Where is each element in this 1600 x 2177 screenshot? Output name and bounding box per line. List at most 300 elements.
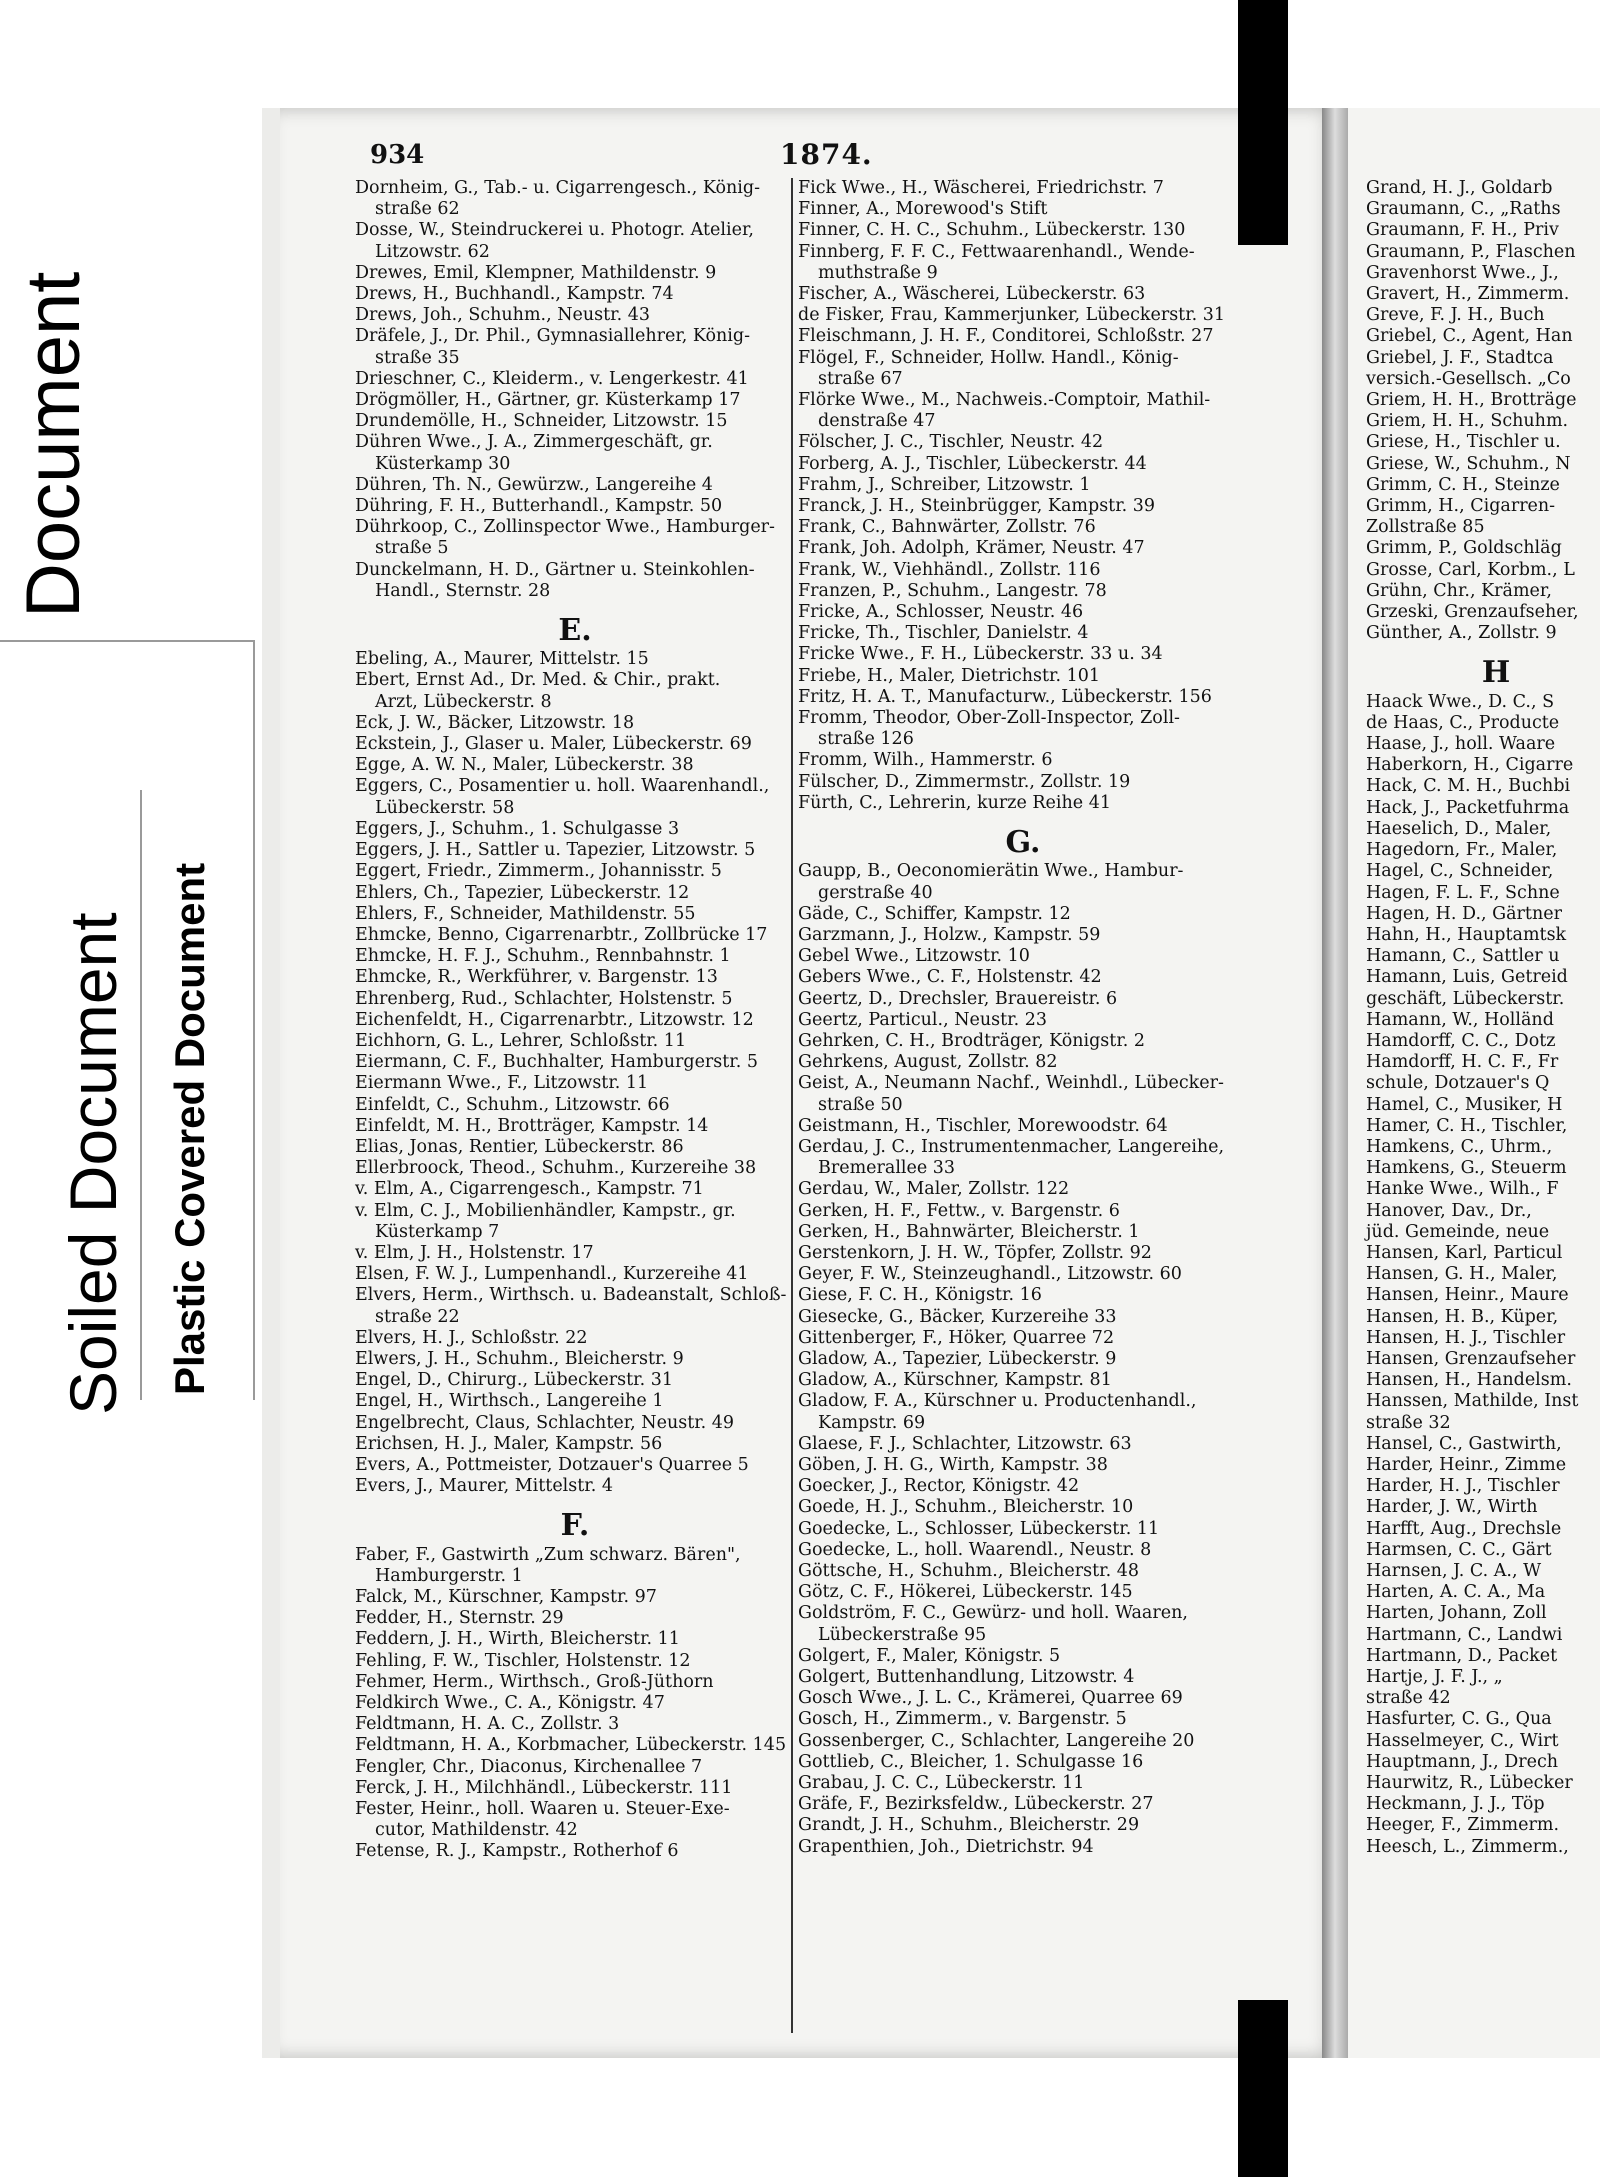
entry-text: Griese, H., Tischler u. xyxy=(1366,432,1561,453)
directory-entry xyxy=(798,390,1248,432)
entry-text: Göben, J. H. G., Wirth, Kampstr. 38 xyxy=(798,1454,1108,1475)
entry-text: Hansen, Heinr., Maure xyxy=(1366,1285,1569,1306)
directory-entry xyxy=(355,220,795,262)
directory-entry xyxy=(798,1497,1248,1518)
directory-entry xyxy=(355,263,795,284)
entry-text: Gosch Wwe., J. L. C., Krämerei, Quarree 69 xyxy=(798,1688,1183,1709)
entry-text: Evers, A., Pottmeister, Dotzauer's Quarree 5 xyxy=(355,1454,749,1475)
directory-entry xyxy=(1366,925,1600,946)
entry-text: Gottlieb, C., Bleicher, 1. Schulgasse 16 xyxy=(798,1751,1144,1772)
directory-entry xyxy=(355,1629,795,1650)
directory-entry xyxy=(355,1370,795,1391)
entry-text: Gräfe, F., Bezirksfeldw., Lübeckerstr. 27 xyxy=(798,1794,1154,1815)
directory-entry xyxy=(1366,1837,1600,1858)
directory-entry xyxy=(798,708,1248,750)
directory-entry xyxy=(1366,1709,1600,1730)
directory-entry xyxy=(1366,1476,1600,1497)
entry-text: Grimm, P., Goldschläg xyxy=(1366,538,1562,559)
directory-entry xyxy=(1366,263,1600,284)
directory-entry xyxy=(355,432,795,474)
directory-entry xyxy=(1366,496,1600,517)
entry-text: Eggers, C., Posamentier u. holl. Waarenhandl., xyxy=(355,776,770,797)
directory-entry xyxy=(1366,840,1600,861)
entry-text: Hamann, Luis, Getreid xyxy=(1366,967,1568,988)
directory-entry xyxy=(1366,1116,1600,1137)
entry-text: Drewes, Emil, Klempner, Mathildenstr. 9 xyxy=(355,262,717,283)
directory-entry xyxy=(355,1095,795,1116)
directory-entry xyxy=(1366,517,1600,538)
entry-text: Hagel, C., Schneider, xyxy=(1366,861,1554,882)
entry-text: Goecker, J., Rector, Königstr. 42 xyxy=(798,1476,1080,1497)
directory-entry xyxy=(1366,1794,1600,1815)
entry-text: Fedder, H., Sternstr. 29 xyxy=(355,1608,564,1629)
directory-entry xyxy=(798,602,1248,623)
entry-text: Fricke, A., Schlosser, Neustr. 46 xyxy=(798,602,1084,623)
directory-entry xyxy=(355,560,795,602)
entry-text: Fischer, A., Wäscherei, Lübeckerstr. 63 xyxy=(798,284,1146,305)
entry-text: Hamann, C., Sattler u xyxy=(1366,946,1560,967)
directory-entry xyxy=(355,305,795,326)
entry-text: Evers, J., Maurer, Mittelstr. 4 xyxy=(355,1476,613,1497)
page-year: 1874. xyxy=(780,138,873,171)
directory-entry xyxy=(798,967,1248,988)
entry-text: v. Elm, A., Cigarrengesch., Kampstr. 71 xyxy=(355,1179,704,1200)
entry-text: Flögel, F., Schneider, Hollw. Handl., König- xyxy=(798,347,1179,368)
entry-continuation: Bremerallee 33 xyxy=(818,1158,956,1179)
directory-entry xyxy=(1366,1222,1600,1243)
entry-text: Erichsen, H. J., Maler, Kampstr. 56 xyxy=(355,1433,663,1454)
directory-entry xyxy=(355,496,795,517)
entry-text: Heckmann, J. J., Töp xyxy=(1366,1794,1545,1815)
entry-text: Dühren, Th. N., Gewürzw., Langereihe 4 xyxy=(355,474,713,495)
entry-text: Goldström, F. C., Gewürz- und holl. Waaren, xyxy=(798,1603,1188,1624)
directory-entry xyxy=(1366,1243,1600,1264)
entry-continuation: straße 5 xyxy=(375,538,449,559)
entry-text: Haberkorn, H., Cigarre xyxy=(1366,755,1574,776)
entry-text: Egge, A. W. N., Maler, Lübeckerstr. 38 xyxy=(355,755,694,776)
entry-text: Fleischmann, J. H. F., Conditorei, Schloßstr. 27 xyxy=(798,326,1214,347)
entry-text: Geertz, D., Drechsler, Brauereistr. 6 xyxy=(798,988,1118,1009)
entry-continuation: muthstraße 9 xyxy=(818,262,938,283)
entry-text: Gerdau, W., Maler, Zollstr. 122 xyxy=(798,1179,1070,1200)
directory-entry xyxy=(1366,1285,1600,1306)
directory-entry xyxy=(798,220,1248,241)
entry-text: Einfeldt, M. H., Brotträger, Kampstr. 14 xyxy=(355,1115,709,1136)
entry-text: Ferck, J. H., Milchhändl., Lübeckerstr. 111 xyxy=(355,1777,733,1798)
directory-entry xyxy=(355,734,795,755)
directory-entry xyxy=(355,1243,795,1264)
entry-text: Fricke, Th., Tischler, Danielstr. 4 xyxy=(798,623,1089,644)
entry-text: Frank, Joh. Adolph, Krämer, Neustr. 47 xyxy=(798,538,1145,559)
directory-entry xyxy=(798,1455,1248,1476)
entry-text: Fölscher, J. C., Tischler, Neustr. 42 xyxy=(798,432,1104,453)
directory-entry xyxy=(798,1285,1248,1306)
directory-entry xyxy=(1366,454,1600,475)
entry-text: straße 42 xyxy=(1366,1688,1451,1709)
entry-text: Harder, H. J., Tischler xyxy=(1366,1476,1560,1497)
document-label: Document xyxy=(11,271,96,618)
entry-text: Geistmann, H., Tischler, Morewoodstr. 64 xyxy=(798,1115,1168,1136)
directory-entry xyxy=(798,1582,1248,1603)
directory-entry xyxy=(1366,1158,1600,1179)
entry-text: Fürth, C., Lehrerin, kurze Reihe 41 xyxy=(798,792,1111,813)
directory-entry xyxy=(1366,1625,1600,1646)
entry-text: Hamdorff, C. C., Dotz xyxy=(1366,1030,1556,1051)
entry-text: Ellerbroock, Theod., Schuhm., Kurzereihe 38 xyxy=(355,1158,757,1179)
entry-text: Ehlers, Ch., Tapezier, Lübeckerstr. 12 xyxy=(355,882,690,903)
directory-entry xyxy=(355,840,795,861)
entry-continuation: Lübeckerstraße 95 xyxy=(818,1624,987,1645)
entry-text: Finnberg, F. F. C., Fettwaarenhandl., Wende- xyxy=(798,241,1195,262)
right-page xyxy=(1348,108,1600,2058)
entry-text: Fromm, Theodor, Ober-Zoll-Inspector, Zoll- xyxy=(798,708,1180,729)
directory-entry xyxy=(1366,1264,1600,1285)
entry-text: Gebel Wwe., Litzowstr. 10 xyxy=(798,946,1030,967)
entry-text: Hansen, Grenzaufseher xyxy=(1366,1348,1576,1369)
directory-entry xyxy=(1366,883,1600,904)
directory-entry xyxy=(355,284,795,305)
entry-text: Haeselich, D., Maler, xyxy=(1366,818,1552,839)
directory-entry xyxy=(1366,1031,1600,1052)
section-heading: H xyxy=(1481,655,1511,691)
directory-entry xyxy=(1366,713,1600,734)
entry-text: Hanssen, Mathilde, Inst xyxy=(1366,1391,1579,1412)
directory-entry xyxy=(798,666,1248,687)
entry-text: Gehrken, C. H., Brodträger, Königstr. 2 xyxy=(798,1030,1146,1051)
soiled-document-label: Soiled Document xyxy=(56,912,130,1415)
directory-entry xyxy=(798,1116,1248,1137)
directory-entry xyxy=(355,1201,795,1243)
entry-text: Harnsen, J. C. A., W xyxy=(1366,1561,1542,1581)
directory-entry xyxy=(355,1714,795,1735)
directory-entry xyxy=(798,454,1248,475)
directory-entry xyxy=(798,1031,1248,1052)
directory-entry xyxy=(798,1837,1248,1858)
entry-text: Grapenthien, Joh., Dietrichstr. 94 xyxy=(798,1836,1094,1857)
entry-text: Hasselmeyer, C., Wirt xyxy=(1366,1730,1559,1751)
entry-text: straße 32 xyxy=(1366,1412,1451,1433)
entry-text: Hamkens, G., Steuerm xyxy=(1366,1158,1567,1179)
directory-entry xyxy=(1366,1307,1600,1328)
entry-text: Gerdau, J. C., Instrumentenmacher, Langereihe, xyxy=(798,1136,1225,1157)
entry-text: Eiermann, C. F., Buchhalter, Hamburgerstr. 5 xyxy=(355,1052,759,1073)
directory-entry xyxy=(1366,602,1600,623)
entry-continuation: straße 50 xyxy=(818,1094,903,1115)
directory-entry xyxy=(1366,1773,1600,1794)
directory-entry xyxy=(798,1561,1248,1582)
directory-entry xyxy=(355,475,795,496)
entry-text: Finner, C. H. C., Schuhm., Lübeckerstr. 130 xyxy=(798,220,1186,241)
entry-continuation: Handl., Sternstr. 28 xyxy=(375,580,551,601)
directory-entry xyxy=(355,1073,795,1094)
entry-text: Harder, J. W., Wirth xyxy=(1366,1497,1538,1518)
entry-text: Harfft, Aug., Drechsle xyxy=(1366,1518,1562,1539)
entry-text: Fester, Heinr., holl. Waaren u. Steuer-Exe- xyxy=(355,1799,730,1820)
entry-text: Geyer, F. W., Steinzeughandl., Litzowstr. 60 xyxy=(798,1264,1182,1285)
entry-text: Geist, A., Neumann Nachf., Weinhdl., Lübecker- xyxy=(798,1073,1224,1094)
entry-text: Fülscher, D., Zimmermstr., Zollstr. 19 xyxy=(798,771,1131,792)
directory-entry xyxy=(1366,284,1600,305)
entry-text: Engel, D., Chirurg., Lübeckerstr. 31 xyxy=(355,1370,673,1391)
entry-text: Griem, H. H., Schuhm. xyxy=(1366,411,1569,432)
entry-text: Grzeski, Grenzaufseher, xyxy=(1366,602,1579,623)
entry-text: Feldtmann, H. A., Korbmacher, Lübeckerstr. 145 xyxy=(355,1735,787,1756)
entry-text: Harmsen, C. C., Gärt xyxy=(1366,1539,1552,1560)
entry-text: schule, Dotzauer's Q xyxy=(1366,1073,1550,1094)
directory-entry xyxy=(355,1031,795,1052)
directory-entry xyxy=(1366,1815,1600,1836)
entry-text: Ebert, Ernst Ad., Dr. Med. & Chir., prakt. xyxy=(355,670,721,691)
directory-entry xyxy=(1366,560,1600,581)
entry-text: Greve, F. J. H., Buch xyxy=(1366,305,1545,326)
directory-entry xyxy=(355,883,795,904)
directory-entry xyxy=(355,1651,795,1672)
entry-continuation: Kampstr. 69 xyxy=(818,1412,926,1433)
entry-text: Hansen, H. B., Küper, xyxy=(1366,1306,1559,1327)
entry-text: Fick Wwe., H., Wäscherei, Friedrichstr. 7 xyxy=(798,178,1164,198)
entry-text: Franck, J. H., Steinbrügger, Kampstr. 39 xyxy=(798,496,1156,517)
clip-band-bottom xyxy=(1238,2000,1288,2177)
entry-text: Goede, H. J., Schuhm., Bleicherstr. 10 xyxy=(798,1497,1134,1518)
directory-entry xyxy=(798,1243,1248,1264)
directory-entry xyxy=(355,1608,795,1629)
entry-text: Griem, H. H., Brotträge xyxy=(1366,390,1577,411)
directory-entry xyxy=(798,925,1248,946)
entry-text: Hamann, W., Holländ xyxy=(1366,1009,1554,1030)
entry-text: Einfeldt, C., Schuhm., Litzowstr. 66 xyxy=(355,1094,670,1115)
entry-text: Franzen, P., Schuhm., Langestr. 78 xyxy=(798,580,1107,601)
entry-text: Gaupp, B., Oeconomierätin Wwe., Hambur- xyxy=(798,861,1184,882)
directory-entry xyxy=(1366,1391,1600,1412)
entry-text: Gosch, H., Zimmerm., v. Bargenstr. 5 xyxy=(798,1709,1127,1730)
directory-entry xyxy=(798,1370,1248,1391)
entry-text: v. Elm, C. J., Mobilienhändler, Kampstr., gr. xyxy=(355,1200,736,1221)
left-page xyxy=(280,108,1340,2058)
entry-text: Hansen, Karl, Particul xyxy=(1366,1242,1563,1263)
entry-text: Harder, Heinr., Zimme xyxy=(1366,1454,1567,1475)
page-number: 934 xyxy=(370,140,425,170)
entry-text: Hansel, C., Gastwirth, xyxy=(1366,1433,1562,1454)
directory-entry xyxy=(355,1349,795,1370)
directory-entry xyxy=(1366,1455,1600,1476)
directory-entry xyxy=(1366,1519,1600,1540)
entry-text: Gerstenkorn, J. H. W., Töpfer, Zollstr. 92 xyxy=(798,1242,1152,1263)
directory-entry xyxy=(798,1391,1248,1433)
entry-text: Heeger, F., Zimmerm. xyxy=(1366,1815,1560,1836)
directory-entry xyxy=(355,517,795,559)
entry-text: Grosse, Carl, Korbm., L xyxy=(1366,559,1575,580)
directory-entry xyxy=(1366,1667,1600,1688)
entry-text: Hamdorff, H. C. F., Fr xyxy=(1366,1052,1559,1073)
directory-entry xyxy=(798,644,1248,665)
directory-entry xyxy=(798,1137,1248,1179)
directory-entry xyxy=(1366,390,1600,411)
entry-continuation: straße 35 xyxy=(375,347,460,368)
directory-entry xyxy=(355,776,795,818)
entry-text: Elias, Jonas, Rentier, Lübeckerstr. 86 xyxy=(355,1136,684,1157)
entry-text: Giesecke, G., Bäcker, Kurzereihe 33 xyxy=(798,1306,1117,1327)
directory-entry xyxy=(1366,1582,1600,1603)
directory-entry xyxy=(355,670,795,712)
directory-entry xyxy=(355,1158,795,1179)
entry-text: Hansen, H., Handelsm. xyxy=(1366,1370,1572,1391)
entry-text: Fehling, F. W., Tischler, Holstenstr. 12 xyxy=(355,1650,691,1671)
directory-entry xyxy=(355,1455,795,1476)
directory-entry xyxy=(355,713,795,734)
entry-text: Gladow, A., Tapezier, Lübeckerstr. 9 xyxy=(798,1348,1117,1369)
directory-entry xyxy=(355,1328,795,1349)
entry-text: Eggers, J., Schuhm., 1. Schulgasse 3 xyxy=(355,818,680,839)
entry-text: Ebeling, A., Maurer, Mittelstr. 15 xyxy=(355,649,649,670)
directory-entry xyxy=(1366,755,1600,776)
entry-text: Hartje, J. F. J., „ xyxy=(1366,1667,1503,1688)
entry-text: Giese, F. C. H., Königstr. 16 xyxy=(798,1285,1042,1306)
entry-text: Gerken, H., Bahnwärter, Bleicherstr. 1 xyxy=(798,1221,1140,1242)
entry-text: Fetense, R. J., Kampstr., Rotherhof 6 xyxy=(355,1841,679,1862)
entry-text: Dosse, W., Steindruckerei u. Photogr. Atelier, xyxy=(355,220,754,241)
directory-entry xyxy=(355,819,795,840)
directory-entry xyxy=(355,1052,795,1073)
directory-entry xyxy=(798,1052,1248,1073)
directory-entry xyxy=(1366,1434,1600,1455)
directory-entry xyxy=(1366,199,1600,220)
entry-text: Drögmöller, H., Gärtner, gr. Küsterkamp 17 xyxy=(355,390,741,411)
column-divider xyxy=(791,178,793,2033)
entry-text: Hanover, Dav., Dr., xyxy=(1366,1200,1532,1221)
directory-entry xyxy=(1366,326,1600,347)
directory-entry xyxy=(798,946,1248,967)
entry-text: Gäde, C., Schiffer, Kampstr. 12 xyxy=(798,903,1071,924)
entry-text: de Haas, C., Producte xyxy=(1366,712,1560,733)
entry-text: Eggers, J. H., Sattler u. Tapezier, Litzowstr. 5 xyxy=(355,840,756,861)
entry-text: Heesch, L., Zimmerm., xyxy=(1366,1836,1569,1857)
directory-entry xyxy=(798,687,1248,708)
entry-text: jüd. Gemeinde, neue xyxy=(1366,1221,1550,1242)
entry-text: Frank, C., Bahnwärter, Zollstr. 76 xyxy=(798,517,1096,538)
entry-text: Gladow, A., Kürschner, Kampstr. 81 xyxy=(798,1370,1112,1391)
entry-text: Götz, C. F., Hökerei, Lübeckerstr. 145 xyxy=(798,1582,1133,1603)
directory-entry xyxy=(355,1693,795,1714)
entry-text: de Fisker, Frau, Kammerjunker, Lübeckerstr. 31 xyxy=(798,305,1226,326)
directory-entry xyxy=(355,1010,795,1031)
entry-text: Hagen, H. D., Gärtner xyxy=(1366,903,1562,924)
directory-entry xyxy=(1366,1370,1600,1391)
entry-text: Gossenberger, C., Schlachter, Langereihe 20 xyxy=(798,1730,1195,1751)
directory-entry xyxy=(1366,1179,1600,1200)
entry-text: Hack, J., Packetfuhrma xyxy=(1366,797,1570,818)
directory-entry xyxy=(1366,734,1600,755)
entry-text: Hartmann, C., Landwi xyxy=(1366,1624,1563,1645)
directory-entry xyxy=(1366,819,1600,840)
directory-entry xyxy=(798,1328,1248,1349)
entry-continuation: straße 62 xyxy=(375,199,460,220)
entry-text: Falck, M., Kürschner, Kampstr. 97 xyxy=(355,1587,657,1607)
directory-entry xyxy=(1366,1052,1600,1073)
directory-entry xyxy=(1366,692,1600,713)
entry-text: Gebers Wwe., C. F., Holstenstr. 42 xyxy=(798,967,1102,988)
entry-text: Drundemölle, H., Schneider, Litzowstr. 15 xyxy=(355,411,728,432)
entry-continuation: straße 126 xyxy=(818,729,914,750)
entry-text: Eichenfeldt, H., Cigarrenarbtr., Litzowstr. 12 xyxy=(355,1009,754,1030)
directory-entry xyxy=(798,750,1248,771)
directory-entry xyxy=(1366,1413,1600,1434)
entry-text: Eck, J. W., Bäcker, Litzowstr. 18 xyxy=(355,712,635,733)
directory-entry xyxy=(798,1603,1248,1645)
entry-text: Fehmer, Herm., Wirthsch., Groß-Jüthorn xyxy=(355,1671,714,1692)
entry-text: Gravenhorst Wwe., J., xyxy=(1366,262,1559,283)
entry-continuation: straße 22 xyxy=(375,1306,460,1327)
entry-text: Dunckelmann, H. D., Gärtner u. Steinkohlen- xyxy=(355,559,755,580)
directory-entry xyxy=(1366,1010,1600,1031)
directory-entry xyxy=(798,1667,1248,1688)
directory-entry xyxy=(355,178,795,220)
entry-text: Golgert, Buttenhandlung, Litzowstr. 4 xyxy=(798,1667,1135,1688)
directory-entry xyxy=(798,199,1248,220)
entry-continuation: Hamburgerstr. 1 xyxy=(375,1565,523,1586)
directory-entry xyxy=(1366,242,1600,263)
directory-entry xyxy=(798,904,1248,925)
entry-text: Eggert, Friedr., Zimmerm., Johannisstr. 5 xyxy=(355,861,722,882)
section-heading: F. xyxy=(560,1508,590,1544)
directory-entry xyxy=(798,1073,1248,1115)
directory-entry xyxy=(355,925,795,946)
entry-text: Hasfurter, C. G., Qua xyxy=(1366,1709,1552,1730)
entry-text: Frank, W., Viehhändl., Zollstr. 116 xyxy=(798,559,1101,580)
entry-text: Fromm, Wilh., Hammerstr. 6 xyxy=(798,750,1053,771)
directory-entry xyxy=(798,517,1248,538)
entry-text: Friebe, H., Maler, Dietrichstr. 101 xyxy=(798,665,1101,686)
directory-entry xyxy=(355,1735,795,1756)
directory-entry xyxy=(798,1815,1248,1836)
entry-text: Engelbrecht, Claus, Schlachter, Neustr. 49 xyxy=(355,1412,735,1433)
entry-text: Ehmcke, H. F. J., Schuhm., Rennbahnstr. 1 xyxy=(355,946,731,967)
directory-entry xyxy=(798,772,1248,793)
entry-text: Elwers, J. H., Schuhm., Bleicherstr. 9 xyxy=(355,1348,684,1369)
directory-entry xyxy=(355,1264,795,1285)
entry-continuation: Küsterkamp 30 xyxy=(375,453,511,474)
entry-text: Hagen, F. L. F., Schne xyxy=(1366,882,1560,903)
book-scan xyxy=(262,108,1600,2058)
directory-entry xyxy=(1366,946,1600,967)
directory-entry xyxy=(355,1116,795,1137)
entry-text: Drews, Joh., Schuhm., Neustr. 43 xyxy=(355,305,651,326)
entry-text: Dührkoop, C., Zollinspector Wwe., Hamburger- xyxy=(355,517,775,538)
entry-text: Frahm, J., Schreiber, Litzowstr. 1 xyxy=(798,474,1091,495)
directory-entry xyxy=(355,861,795,882)
entry-text: Hamkens, C., Uhrm., xyxy=(1366,1136,1553,1157)
directory-entry xyxy=(798,1752,1248,1773)
entry-text: Feddern, J. H., Wirth, Bleicherstr. 11 xyxy=(355,1629,680,1650)
entry-text: Fricke Wwe., F. H., Lübeckerstr. 33 u. 34 xyxy=(798,644,1163,665)
directory-entry xyxy=(1366,581,1600,602)
directory-entry xyxy=(355,1799,795,1841)
directory-entry xyxy=(798,1519,1248,1540)
directory-entry xyxy=(798,348,1248,390)
entry-text: Gittenberger, F., Höker, Quarree 72 xyxy=(798,1327,1115,1348)
entry-text: Elvers, Herm., Wirthsch. u. Badeanstalt, Schloß- xyxy=(355,1285,787,1306)
directory-entry xyxy=(1366,623,1600,644)
entry-text: v. Elm, J. H., Holstenstr. 17 xyxy=(355,1242,594,1263)
label-box-border xyxy=(0,640,255,642)
entry-text: Grühn, Chr., Krämer, xyxy=(1366,580,1552,601)
directory-entry xyxy=(1366,1752,1600,1773)
entry-text: Flörke Wwe., M., Nachweis.-Comptoir, Mathil- xyxy=(798,390,1211,411)
directory-entry xyxy=(1366,1137,1600,1158)
entry-text: Dornheim, G., Tab.- u. Cigarrengesch., König- xyxy=(355,178,760,198)
directory-entry xyxy=(798,623,1248,644)
directory-entry xyxy=(798,1264,1248,1285)
directory-entry xyxy=(798,1222,1248,1243)
